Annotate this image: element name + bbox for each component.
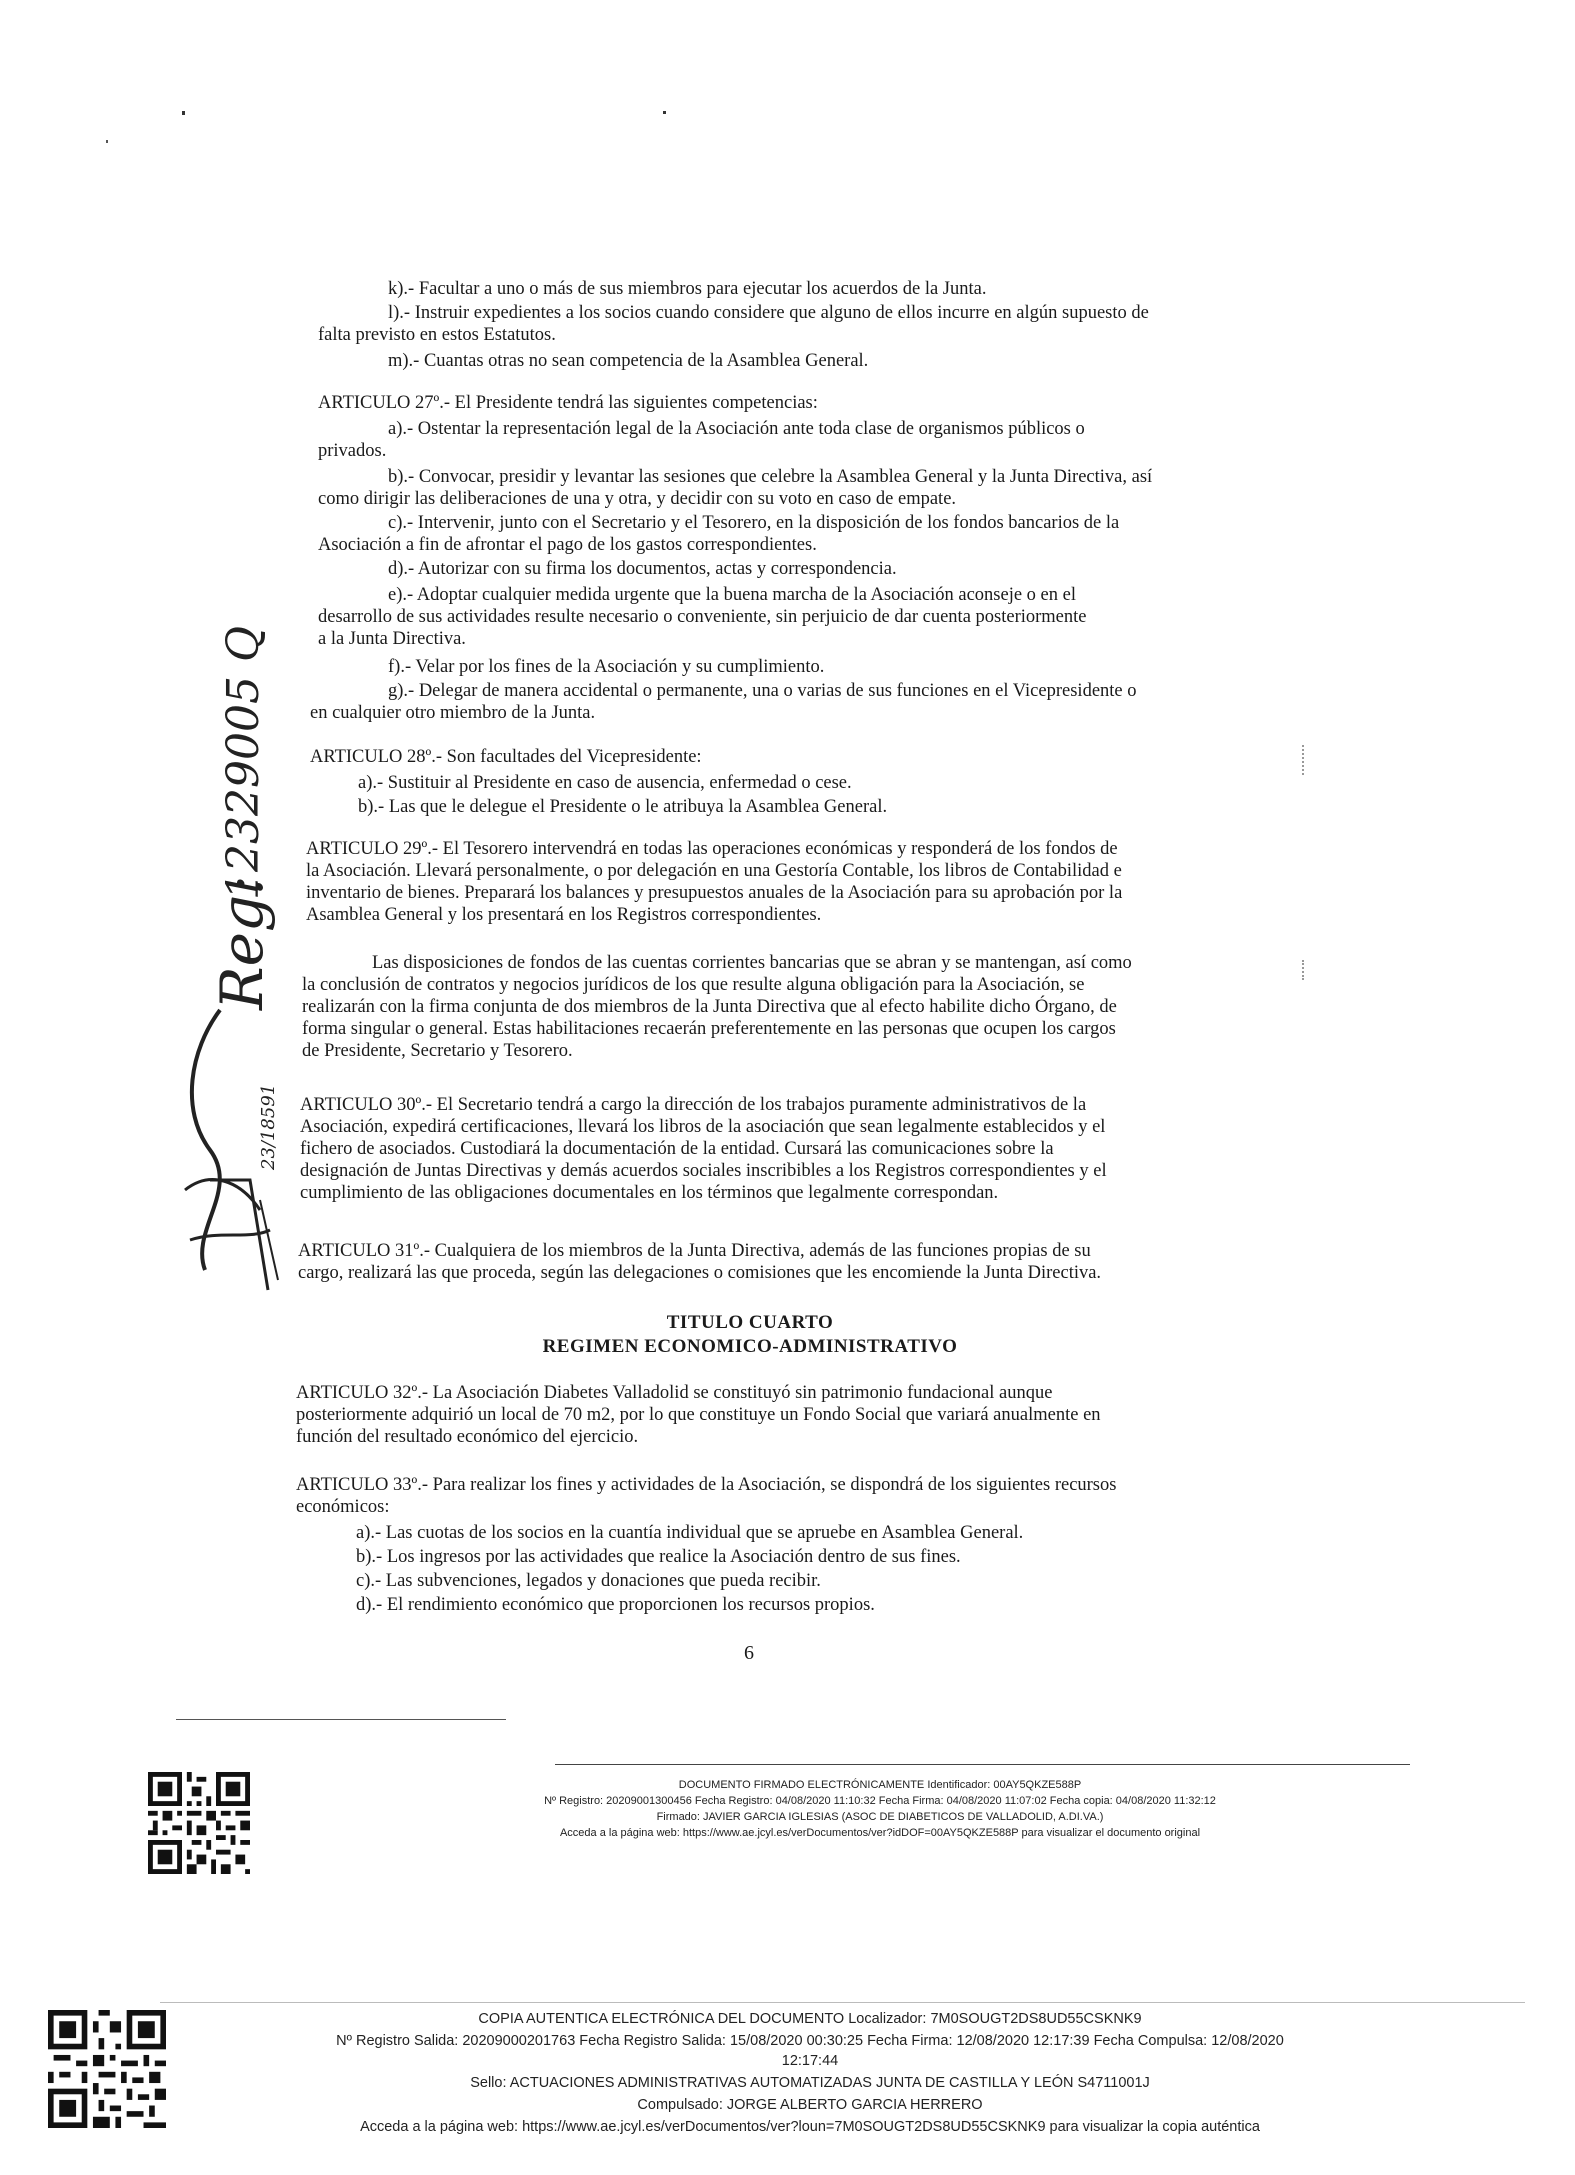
footnote-rule <box>176 1719 506 1720</box>
copy-footer-line3: 12:17:44 <box>781 2053 839 2069</box>
article-30-line2: Asociación, expedirá certificaciones, llevará los libros de la asociación que sean legalmente establecidos y el <box>300 1117 1106 1137</box>
article-27-g-line2: en cualquier otro miembro de la Junta. <box>310 703 596 723</box>
item-l-line1: l).- Instruir expedientes a los socios cuando considere que alguno de ellos incurre en algún supuesto de <box>388 303 1149 323</box>
article-28-b: b).- Las que le delegue el Presidente o le atribuya la Asamblea General. <box>358 797 888 817</box>
scan-artifact <box>1302 745 1306 775</box>
article-32-line2: posteriormente adquirió un local de 70 m2, por lo que constituye un Fondo Social que variará anualmente en <box>296 1405 1101 1425</box>
copy-footer-line4: Sello: ACTUACIONES ADMINISTRATIVAS AUTOMATIZADAS JUNTA DE CASTILLA Y LEÓN S4711001J <box>470 2075 1150 2091</box>
article-27-e-line2: desarrollo de sus actividades resulte necesario o conveniente, sin perjuicio de dar cuenta posteriormente <box>318 607 1087 627</box>
copy-footer-line1: COPIA AUTENTICA ELECTRÓNICA DEL DOCUMENTO Localizador: 7M0SOUGT2DS8UD55CSKNK9 <box>478 2011 1142 2027</box>
article-27-c-line1: c).- Intervenir, junto con el Secretario y el Tesorero, en la disposición de los fondos bancarios de la <box>388 513 1120 533</box>
article-29-line1: ARTICULO 29º.- El Tesorero intervendrá en todas las operaciones económicas y responderá de los fondos de <box>306 839 1118 859</box>
item-m: m).- Cuantas otras no sean competencia de la Asamblea General. <box>388 351 869 371</box>
qr-code-icon <box>48 2010 166 2128</box>
qr-code-icon <box>148 1772 250 1874</box>
article-29-line4: Asamblea General y los presentará en los Registros correspondientes. <box>306 905 822 925</box>
article-27-e-line3: a la Junta Directiva. <box>318 629 466 649</box>
article-29b-line3: realizarán con la firma conjunta de dos miembros de la Junta Directiva que al efecto habilite dicho Órgano, de <box>302 997 1117 1017</box>
item-l-line2: falta previsto en estos Estatutos. <box>318 325 556 345</box>
title-regimen: REGIMEN ECONOMICO-ADMINISTRATIVO <box>542 1336 958 1357</box>
article-29-line3: inventario de bienes. Preparará los balances y presupuestos anuales de la Asociación para su aprobación por la <box>306 883 1123 903</box>
article-33-c: c).- Las subvenciones, legados y donaciones que pueda recibir. <box>356 1571 821 1591</box>
scan-speck <box>182 111 185 115</box>
article-29b-line2: la conclusión de contratos y negocios jurídicos de los que resulte alguna obligación para la Asociación, se <box>302 975 1085 995</box>
article-31-line1: ARTICULO 31º.- Cualquiera de los miembros de la Junta Directiva, además de las funciones propias de su <box>298 1241 1091 1261</box>
page-number: 6 <box>744 1642 754 1664</box>
article-28-heading: ARTICULO 28º.- Son facultades del Vicepresidente: <box>310 747 702 767</box>
margin-handwritten-abbrev: Reg: <box>208 875 276 1010</box>
article-30-line4: designación de Juntas Directivas y demás acuerdos sociales inscribibles a los Registros correspondientes y el <box>300 1161 1107 1181</box>
article-33-line2: económicos: <box>296 1497 390 1517</box>
article-27-a-line2: privados. <box>318 441 387 461</box>
article-33-d: d).- El rendimiento económico que proporcionen los recursos propios. <box>356 1595 875 1615</box>
margin-stamp-number: 23/18591 <box>258 1083 279 1170</box>
copy-footer-line2: Nº Registro Salida: 20209000201763 Fecha Registro Salida: 15/08/2020 00:30:25 Fecha Firma: 12/08/2020 12:17:39 Fecha Compulsa: 12/08/2020 <box>336 2033 1284 2049</box>
article-30-line5: cumplimiento de las obligaciones documentales en los términos que legalmente correspondan. <box>300 1183 999 1203</box>
signed-footer-line3: Firmado: JAVIER GARCIA IGLESIAS (ASOC DE DIABETICOS DE VALLADOLID, A.DI.VA.) <box>656 1811 1104 1823</box>
signed-footer-line2: Nº Registro: 20209001300456 Fecha Registro: 04/08/2020 11:10:32 Fecha Firma: 04/08/2020 11:07:02 Fecha copia: 04/08/2020 11:32:12 <box>544 1795 1216 1807</box>
handwritten-signature <box>150 990 290 1320</box>
article-29b-line4: forma singular o general. Estas habilitaciones recaerán preferentemente en las personas que ocupen los cargos <box>302 1019 1116 1039</box>
article-27-d: d).- Autorizar con su firma los documentos, actas y correspondencia. <box>388 559 897 579</box>
item-k: k).- Facultar a uno o más de sus miembros para ejecutar los acuerdos de la Junta. <box>388 279 987 299</box>
article-27-b-line2: como dirigir las deliberaciones de una y otra, y decidir con su voto en caso de empate. <box>318 489 957 509</box>
article-27-a-line1: a).- Ostentar la representación legal de la Asociación ante toda clase de organismos públicos o <box>388 419 1085 439</box>
article-27-c-line2: Asociación a fin de afrontar el pago de los gastos correspondientes. <box>318 535 817 555</box>
article-33-a: a).- Las cuotas de los socios en la cuantía individual que se apruebe en Asamblea General. <box>356 1523 1024 1543</box>
article-31-line2: cargo, realizará las que proceda, según las delegaciones o comisiones que les encomiende la Junta Directiva. <box>298 1263 1102 1283</box>
article-33-b: b).- Los ingresos por las actividades que realice la Asociación dentro de sus fines. <box>356 1547 961 1567</box>
scan-artifact <box>1302 960 1306 980</box>
margin-handwritten-number: 12329005 Q <box>218 625 269 900</box>
article-27-g-line1: g).- Delegar de manera accidental o permanente, una o varias de sus funciones en el Vicepresidente o <box>388 681 1137 701</box>
scan-speck <box>663 111 666 114</box>
signed-footer-rule <box>555 1764 1410 1765</box>
scan-speck <box>106 140 108 143</box>
title-cuarto: TITULO CUARTO <box>666 1312 834 1333</box>
article-32-line3: función del resultado económico del ejercicio. <box>296 1427 639 1447</box>
article-27-e-line1: e).- Adoptar cualquier medida urgente que la buena marcha de la Asociación aconseje o en el <box>388 585 1076 605</box>
article-29b-line1: Las disposiciones de fondos de las cuentas corrientes bancarias que se abran y se mantengan, así como <box>372 953 1132 973</box>
article-33-line1: ARTICULO 33º.- Para realizar los fines y actividades de la Asociación, se dispondrá de los siguientes recursos <box>296 1475 1117 1495</box>
article-29b-line5: de Presidente, Secretario y Tesorero. <box>302 1041 573 1061</box>
article-32-line1: ARTICULO 32º.- La Asociación Diabetes Valladolid se constituyó sin patrimonio fundacional aunque <box>296 1383 1053 1403</box>
article-30-line1: ARTICULO 30º.- El Secretario tendrá a cargo la dirección de los trabajos puramente administrativos de la <box>300 1095 1087 1115</box>
article-28-a: a).- Sustituir al Presidente en caso de ausencia, enfermedad o cese. <box>358 773 852 793</box>
article-29-line2: la Asociación. Llevará personalmente, o por delegación en una Gestoría Contable, los libros de Contabilidad e <box>306 861 1122 881</box>
copy-footer-line6[interactable]: Acceda a la página web: https://www.ae.jcyl.es/verDocumentos/ver?loun=7M0SOUGT2DS8UD55CSKNK9 para visualizar la copia auténtica <box>360 2119 1260 2135</box>
signed-footer-line4[interactable]: Acceda a la página web: https://www.ae.jcyl.es/verDocumentos/ver?idDOF=00AY5QKZE588P para visualizar el documento original <box>559 1827 1201 1839</box>
article-30-line3: fichero de asociados. Custodiará la documentación de la entidad. Cursará las comunicaciones sobre la <box>300 1139 1054 1159</box>
copy-footer-rule <box>160 2002 1525 2003</box>
article-27-heading: ARTICULO 27º.- El Presidente tendrá las siguientes competencias: <box>318 393 818 413</box>
article-27-b-line1: b).- Convocar, presidir y levantar las sesiones que celebre la Asamblea General y la Junta Directiva, así <box>388 467 1153 487</box>
copy-footer-line5: Compulsado: JORGE ALBERTO GARCIA HERRERO <box>637 2097 983 2113</box>
signed-footer-line1: DOCUMENTO FIRMADO ELECTRÓNICAMENTE Identificador: 00AY5QKZE588P <box>678 1779 1082 1791</box>
article-27-f: f).- Velar por los fines de la Asociación y su cumplimiento. <box>388 657 825 677</box>
